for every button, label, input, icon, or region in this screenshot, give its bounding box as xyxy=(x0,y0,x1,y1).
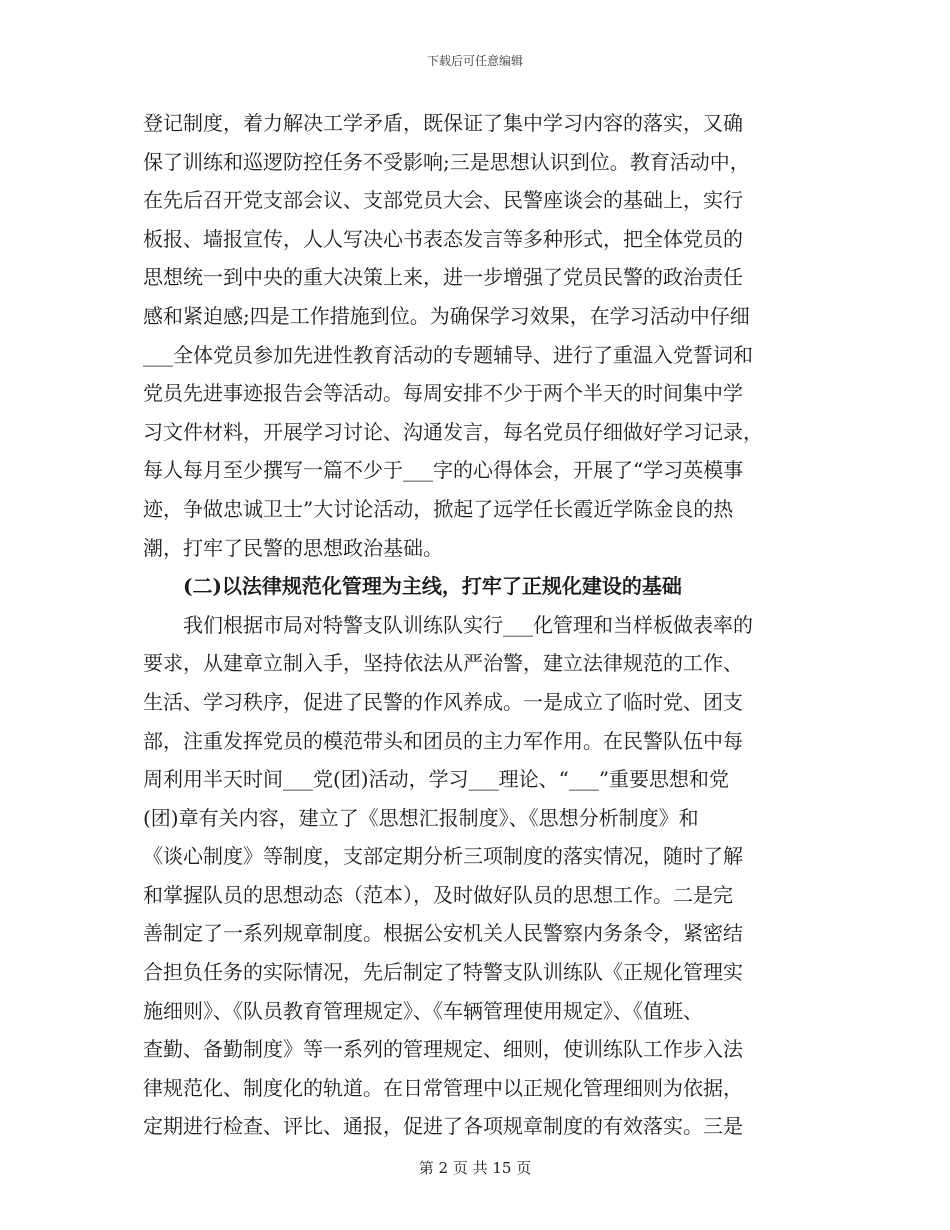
paragraph-line: 要求，从建章立制入手，坚持依法从严治警，建立法律规范的工作、 xyxy=(143,651,743,676)
paragraph-line: 迹，争做忠诚卫士”大讨论活动，掀起了远学任长霞近学陈金良的热 xyxy=(143,496,734,521)
paragraph-line: 潮，打牢了民警的思想政治基础。 xyxy=(143,535,443,560)
paragraph-line: 保了训练和巡逻防控任务不受影响;三是思想认识到位。教育活动中， xyxy=(143,149,750,174)
paragraph-line: 和掌握队员的思想动态（范本），及时做好队员的思想工作。二是完 xyxy=(143,882,733,907)
paragraph-line: 感和紧迫感;四是工作措施到位。为确保学习效果，在学习活动中仔细 xyxy=(143,303,750,328)
paragraph-line: 查勤、备勤制度》等一系列的管理规定、细则，使训练队工作步入法 xyxy=(143,1037,743,1062)
paragraph-line: 部，注重发挥党员的模范带头和团员的主力军作用。在民警队伍中每 xyxy=(143,728,743,753)
paragraph-line: 生活、学习秩序，促进了民警的作风养成。一是成立了临时党、团支 xyxy=(143,689,743,714)
paragraph-line: 善制定了一系列规章制度。根据公安机关人民警察内务条令，紧密结 xyxy=(143,921,743,946)
page-header: 下载后可任意编辑 xyxy=(426,54,523,68)
paragraph-line: (团)章有关内容，建立了《思想汇报制度》、《思想分析制度》和 xyxy=(143,805,699,830)
paragraph-line: 党员先进事迹报告会等活动。每周安排不少于两个半天的时间集中学 xyxy=(143,381,743,406)
paragraph-line: 周利用半天时间___党(团)活动，学习___理论、“___”重要思想和党 xyxy=(143,767,730,792)
page-number-footer: 第 2 页 共 15 页 xyxy=(418,1159,532,1177)
paragraph-line: 习文件材料，开展学习讨论、沟通发言，每名党员仔细做好学习记录， xyxy=(143,419,763,444)
paragraph-line: 思想统一到中央的重大决策上来，进一步增强了党员民警的政治责任 xyxy=(143,265,743,290)
paragraph-line: 我们根据市局对特警支队训练队实行___化管理和当样板做表率的 xyxy=(183,612,753,637)
section-heading: (二)以法律规范化管理为主线，打牢了正规化建设的基础 xyxy=(183,574,682,599)
paragraph-line: 在先后召开党支部会议、支部党员大会、民警座谈会的基础上，实行 xyxy=(143,188,743,213)
paragraph-line: 板报、墙报宣传，人人写决心书表态发言等多种形式，把全体党员的 xyxy=(143,226,743,251)
paragraph-line: 合担负任务的实际情况，先后制定了特警支队训练队《正规化管理实 xyxy=(143,960,743,985)
paragraph-line: 律规范化、制度化的轨道。在日常管理中以正规化管理细则为依据， xyxy=(143,1075,743,1100)
paragraph-line: 定期进行检查、评比、通报，促进了各项规章制度的有效落实。三是 xyxy=(143,1114,743,1139)
paragraph-line: 施细则》、《队员教育管理规定》、《车辆管理使用规定》、《值班、 xyxy=(143,998,703,1023)
paragraph-line: 《谈心制度》等制度，支部定期分析三项制度的落实情况，随时了解 xyxy=(143,844,743,869)
document-body xyxy=(143,104,803,1146)
paragraph-line: 每人每月至少撰写一篇不少于___字的心得体会，开展了“学习英模事 xyxy=(143,458,744,483)
paragraph-line: ___全体党员参加先进性教育活动的专题辅导、进行了重温入党誓词和 xyxy=(143,342,753,367)
paragraph-line: 登记制度，着力解决工学矛盾，既保证了集中学习内容的落实，又确 xyxy=(143,111,743,135)
